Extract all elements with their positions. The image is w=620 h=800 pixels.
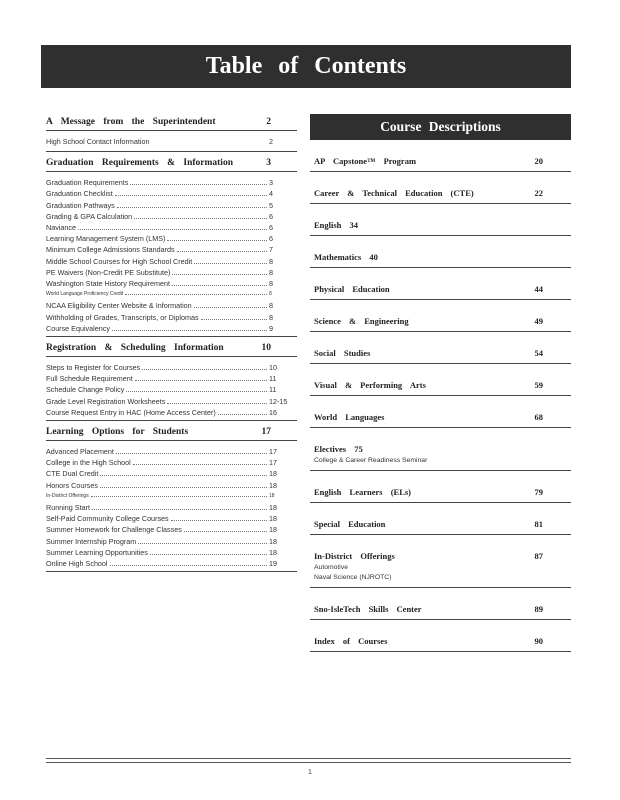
section-rule	[46, 420, 297, 421]
toc-section-heading[interactable]	[46, 117, 297, 131]
course-category-page: 49	[534, 316, 543, 326]
toc-entry-title: Steps to Register for Courses	[46, 363, 141, 373]
section-rule	[46, 336, 297, 337]
toc-entry[interactable]	[46, 480, 297, 491]
toc-entry[interactable]	[46, 312, 297, 323]
toc-entry-page: 6	[269, 223, 273, 233]
course-descriptions-column	[310, 114, 571, 652]
toc-section-page: 10	[261, 343, 271, 354]
dot-leader	[130, 184, 267, 185]
toc-entry-page: 3	[269, 178, 273, 188]
course-category-title: Index of Courses	[314, 636, 388, 646]
toc-entry[interactable]	[46, 278, 297, 289]
dot-leader	[138, 543, 267, 544]
toc-entry[interactable]	[46, 200, 297, 211]
toc-entry-title: Full Schedule Requirement	[46, 374, 133, 384]
toc-entry-page: 18	[269, 547, 277, 557]
course-descriptions-heading: Course Descriptions	[310, 114, 571, 140]
toc-entry[interactable]	[46, 362, 297, 373]
dot-leader	[194, 263, 267, 264]
left-toc-column	[46, 117, 297, 578]
course-category-entry[interactable]	[310, 316, 571, 332]
toc-entry[interactable]	[46, 267, 297, 278]
toc-entry[interactable]	[46, 136, 297, 147]
course-subentry[interactable]: College & Career Readiness Seminar	[314, 457, 428, 464]
toc-entry-page: 18	[269, 503, 277, 513]
dot-leader	[135, 380, 267, 381]
toc-entry[interactable]	[46, 211, 297, 222]
dot-leader	[150, 554, 267, 555]
toc-entry-title: Schedule Change Policy	[46, 385, 125, 395]
course-category-page	[543, 444, 571, 454]
footer-rule-2	[46, 762, 571, 763]
course-subentries	[310, 563, 571, 588]
course-category-page: 20	[534, 156, 543, 166]
course-category-entry[interactable]	[310, 551, 571, 563]
course-category-title: Sno-IsleTech Skills Center	[314, 604, 422, 614]
toc-entry-title: Running Start	[46, 503, 90, 513]
page-number: 1	[308, 769, 312, 776]
toc-entry-title: CTE Dual Credit	[46, 469, 99, 479]
page-title: Table of Contents	[41, 45, 571, 88]
toc-entry-page: 18	[269, 536, 277, 546]
dot-leader	[177, 251, 267, 252]
toc-section	[46, 343, 297, 421]
toc-entry[interactable]	[46, 446, 297, 457]
course-category-title: In-District Offerings	[314, 551, 395, 561]
toc-entries	[46, 441, 297, 569]
course-category-entry[interactable]	[310, 348, 571, 364]
dot-leader	[115, 195, 267, 196]
toc-entry-title: Withholding of Grades, Transcripts, or Diplomas	[46, 312, 199, 322]
toc-entry-title: College in the High School	[46, 458, 131, 468]
toc-entry[interactable]	[46, 491, 297, 502]
toc-entry-title: Grade Level Registration Worksheets	[46, 396, 166, 406]
dot-leader	[184, 531, 267, 532]
toc-entry-page: 18	[269, 492, 275, 499]
dot-leader	[133, 464, 267, 465]
dot-leader	[167, 240, 267, 241]
toc-entry-page: 5	[269, 200, 273, 210]
toc-section-title: Graduation Requirements & Information	[46, 158, 233, 169]
toc-entry-title: Graduation Requirements	[46, 178, 129, 188]
toc-entry-title: Naviance	[46, 223, 76, 233]
course-category-page: 79	[534, 487, 543, 497]
toc-entry-title: Honors Courses	[46, 480, 98, 490]
toc-section-heading[interactable]	[46, 343, 297, 357]
toc-entry-page: 2	[269, 137, 273, 146]
course-category-title: Electives 75	[314, 444, 363, 454]
toc-entry-title: In-District Offerings	[46, 492, 89, 499]
toc-entry-title: Online High School	[46, 559, 108, 569]
dot-leader	[112, 330, 267, 331]
toc-entries	[46, 172, 297, 334]
course-category-entry[interactable]	[310, 519, 571, 535]
toc-entry[interactable]	[46, 547, 297, 558]
course-subentries	[310, 456, 571, 471]
course-category-entry[interactable]	[310, 156, 571, 172]
toc-entry-title: Minimum College Admissions Standards	[46, 245, 175, 255]
toc-entry-page: 16	[269, 407, 277, 417]
dot-leader	[172, 274, 267, 275]
toc-entry-page: 8	[269, 279, 273, 289]
toc-entry-title: Summer Homework for Challenge Classes	[46, 525, 182, 535]
toc-entry[interactable]	[46, 289, 297, 300]
toc-entry[interactable]	[46, 457, 297, 468]
toc-entry[interactable]	[46, 177, 297, 188]
dot-leader	[134, 218, 267, 219]
toc-entry-title: Washington State History Requirement	[46, 279, 170, 289]
toc-entry-title: Summer Learning Opportunities	[46, 547, 148, 557]
toc-entry-page: 17	[269, 447, 277, 457]
toc-section-page: 17	[261, 427, 271, 438]
toc-entry-title: NCAA Eligibility Center Website & Information	[46, 301, 192, 311]
toc-entry-page: 18	[269, 525, 277, 535]
toc-entry-page: 8	[269, 256, 273, 266]
course-category-page	[543, 252, 571, 262]
course-category-entry[interactable]	[310, 284, 571, 300]
toc-entry-title: High School Contact Information	[46, 137, 150, 146]
toc-entry[interactable]	[46, 502, 297, 513]
dot-leader	[167, 403, 267, 404]
toc-section-title: Learning Options for Students	[46, 427, 189, 438]
toc-entry[interactable]	[46, 188, 297, 199]
course-category-page: 81	[534, 519, 543, 529]
toc-entry-page: 6	[269, 211, 273, 221]
dot-leader	[110, 565, 267, 566]
toc-entry-page: 11	[269, 385, 277, 395]
course-category-page	[543, 220, 571, 230]
toc-entry[interactable]	[46, 396, 297, 407]
toc-section-heading[interactable]	[46, 158, 297, 172]
toc-section-page: 2	[266, 117, 271, 127]
toc-entry[interactable]	[46, 384, 297, 395]
section-rule	[46, 571, 297, 572]
toc-entry-page: 18	[269, 480, 277, 490]
course-category-entry[interactable]	[310, 604, 571, 620]
toc-entry[interactable]	[46, 373, 297, 384]
toc-entry-title: Advanced Placement	[46, 447, 114, 457]
course-category-page: 59	[534, 380, 543, 390]
course-category-title: AP Capstone™ Program	[314, 156, 417, 166]
dot-leader	[218, 414, 267, 415]
course-category-title: English 34	[314, 220, 359, 230]
toc-entries	[46, 357, 297, 418]
toc-entry-title: Graduation Checklist	[46, 189, 113, 199]
toc-entry-title: Course Equivalency	[46, 323, 110, 333]
toc-entry-page: 4	[269, 189, 273, 199]
course-category-page: 44	[534, 284, 543, 294]
toc-entry-title: Learning Management System (LMS)	[46, 234, 166, 244]
course-category-title: Career & Technical Education (CTE)	[314, 188, 474, 198]
course-category-entry[interactable]	[310, 636, 571, 652]
toc-section-title: A Message from the Superintendent	[46, 117, 216, 127]
course-category-title: English Learners (ELs)	[314, 487, 412, 497]
course-category-page: 87	[534, 551, 543, 561]
toc-entry[interactable]	[46, 536, 297, 547]
course-category-title: Physical Education	[314, 284, 390, 294]
toc-entry[interactable]	[46, 513, 297, 524]
toc-entry[interactable]	[46, 323, 297, 334]
dot-leader	[194, 307, 267, 308]
course-category-page: 90	[534, 636, 543, 646]
toc-entry-title: World Language Proficiency Credit	[46, 291, 124, 298]
toc-entry-page: 9	[269, 323, 273, 333]
dot-leader	[92, 509, 267, 510]
course-category-entry[interactable]	[310, 412, 571, 428]
course-category-page: 68	[534, 412, 543, 422]
toc-entry[interactable]	[46, 558, 297, 569]
course-category-title: Visual & Performing Arts	[314, 380, 426, 390]
toc-entry-page: 7	[269, 245, 273, 255]
toc-entry-page: 8	[269, 267, 273, 277]
dot-leader	[100, 487, 267, 488]
toc-entry[interactable]	[46, 244, 297, 255]
course-category-entry[interactable]	[310, 252, 571, 268]
toc-entry-page: 8	[269, 312, 273, 322]
toc-entry-title: Graduation Pathways	[46, 200, 115, 210]
toc-entry[interactable]	[46, 233, 297, 244]
course-category-entry[interactable]	[310, 444, 571, 456]
toc-entry-page: 18	[269, 514, 277, 524]
toc-entry[interactable]	[46, 222, 297, 233]
course-category-entry[interactable]	[310, 188, 571, 204]
toc-entry-title: Summer Internship Program	[46, 536, 137, 546]
dot-leader	[172, 285, 267, 286]
course-category-title: Science & Engineering	[314, 316, 409, 326]
dot-leader	[125, 294, 267, 295]
course-category-entry[interactable]	[310, 487, 571, 503]
toc-section-heading[interactable]	[46, 427, 297, 441]
dot-leader	[91, 496, 267, 497]
toc-entry-page: 10	[269, 363, 277, 373]
toc-entry[interactable]	[46, 407, 297, 418]
toc-entry-title: PE Waivers (Non-Credit PE Substitute)	[46, 267, 171, 277]
toc-entry-title: Grading & GPA Calculation	[46, 211, 133, 221]
course-category-entry[interactable]	[310, 220, 571, 236]
toc-section-page: 3	[266, 158, 271, 169]
toc-entry[interactable]	[46, 468, 297, 479]
toc-entry-page: 18	[269, 469, 277, 479]
toc-entry-page: 8	[269, 301, 273, 311]
course-category-title: Social Studies	[314, 348, 371, 358]
toc-entry-page: 17	[269, 458, 277, 468]
dot-leader	[201, 319, 267, 320]
course-category-title: Special Education	[314, 519, 386, 529]
dot-leader	[142, 369, 267, 370]
toc-entry-page: 12-15	[269, 396, 288, 406]
course-category-page: 54	[534, 348, 543, 358]
toc-entry-page: 6	[269, 234, 273, 244]
dot-leader	[78, 229, 267, 230]
toc-entry-page: 8	[269, 291, 272, 298]
toc-section	[46, 158, 297, 337]
course-category-page: 22	[534, 188, 543, 198]
toc-entry[interactable]	[46, 256, 297, 267]
toc-section-title: Registration & Scheduling Information	[46, 343, 224, 354]
dot-leader	[100, 475, 267, 476]
course-subentry[interactable]: Naval Science (NJROTC)	[314, 574, 392, 581]
course-category-entry[interactable]	[310, 380, 571, 396]
toc-entry[interactable]	[46, 300, 297, 311]
toc-section	[46, 427, 297, 572]
footer-rule	[46, 758, 571, 759]
dot-leader	[116, 453, 267, 454]
toc-entries	[46, 131, 297, 152]
course-category-title: Mathematics 40	[314, 252, 378, 262]
toc-entry-title: Self-Paid Community College Courses	[46, 514, 169, 524]
dot-leader	[171, 520, 267, 521]
toc-section	[46, 117, 297, 152]
course-category-page: 89	[534, 604, 543, 614]
dot-leader	[117, 207, 267, 208]
course-subentry[interactable]: Automotive	[314, 564, 349, 571]
toc-entry[interactable]	[46, 524, 297, 535]
dot-leader	[126, 391, 267, 392]
course-category-title: World Languages	[314, 412, 385, 422]
toc-entry-page: 19	[269, 559, 277, 569]
toc-entry-page: 11	[269, 374, 277, 384]
toc-entry-title: Course Request Entry in HAC (Home Access Center)	[46, 407, 216, 417]
toc-entry-title: Middle School Courses for High School Credit	[46, 256, 193, 266]
